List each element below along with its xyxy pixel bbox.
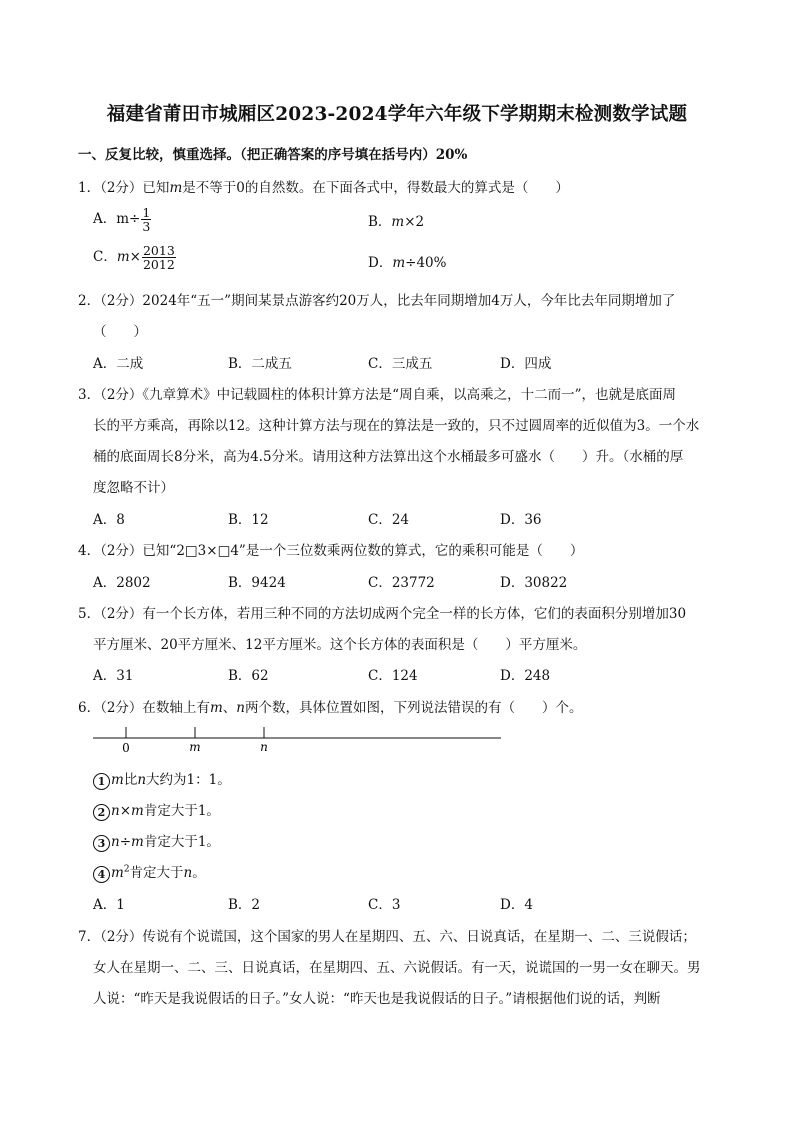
page-title: 福建省莆田市城厢区2023-2024学年六年级下学期期末检测数学试题 bbox=[106, 104, 688, 125]
question-4-option-c: C．23772 bbox=[368, 575, 435, 591]
question-3-option-d: D．36 bbox=[500, 512, 542, 528]
question-2-option-c: C．三成五 bbox=[368, 356, 433, 372]
question-1-option-b: B．m×2 bbox=[368, 214, 425, 230]
circled-number: 4 bbox=[93, 866, 110, 883]
question-5-option-b: B．62 bbox=[228, 668, 269, 684]
circled-number: 3 bbox=[93, 835, 110, 852]
question-5-option-d: D．248 bbox=[500, 668, 551, 684]
section-heading: 一、反复比较，慎重选择。（把正确答案的序号填在括号内）20% bbox=[78, 147, 468, 163]
tick-label-m: m bbox=[189, 740, 201, 754]
question-6-statement-1: 1 m比n大约为1：1。 bbox=[93, 768, 231, 790]
question-3-option-b: B．12 bbox=[228, 512, 269, 528]
question-7-line-2: 女人在星期一、二、三、日说真话，在星期四、五、六说假话。有一天，说谎国的一男一女在聊天。男 bbox=[93, 960, 701, 976]
question-3-option-c: C．24 bbox=[368, 512, 410, 528]
question-6-statement-3: 3 n÷m肯定大于1。 bbox=[93, 830, 220, 852]
question-4-stem: 4．（2分）已知“2□3×□4”是一个三位数乘两位数的算式，它的乘积可能是（ ） bbox=[78, 543, 584, 559]
question-2-stem-line-1: 2．（2分）2024年“五一”期间某景点游客约20万人，比去年同期增加4万人，今年比去年同期增加了 bbox=[78, 293, 676, 309]
question-6-statement-4: 4 $m^2$肯定大于n。 bbox=[93, 861, 206, 883]
question-6-stem: 6．（2分）在数轴上有m、n两个数，具体位置如图，下列说法错误的有（ ）个。 bbox=[78, 700, 583, 716]
question-5-option-a: A．31 bbox=[93, 668, 134, 684]
question-7-line-1: 7．（2分）传说有个说谎国，这个国家的男人在星期四、五、六、日说真话，在星期一、二、三说假话； bbox=[78, 929, 696, 945]
question-2-option-b: B．二成五 bbox=[228, 356, 292, 372]
question-5-option-c: C．124 bbox=[368, 668, 418, 684]
question-2-option-d: D．四成 bbox=[500, 356, 552, 372]
question-4-option-d: D．30822 bbox=[500, 575, 568, 591]
question-6-option-c: C．3 bbox=[368, 897, 401, 913]
question-3-line-2: 长的平方乘高，再除以12。这种计算方法与现在的算法是一致的，只不过圆周率的近似值为3。一个水 bbox=[93, 418, 700, 434]
question-3-line-3: 桶的底面周长8分米，高为4.5分米。请用这种方法算出这个水桶最多可盛水（ ）升。（水桶的厚 bbox=[93, 449, 684, 465]
question-4-option-a: A．2802 bbox=[93, 575, 151, 591]
question-6-option-a: A．1 bbox=[93, 897, 125, 913]
question-6-option-d: D．4 bbox=[500, 897, 533, 913]
circled-number: 2 bbox=[93, 804, 110, 821]
question-2-stem-line-2: （ ） bbox=[93, 324, 147, 340]
question-5-line-2: 平方厘米、20平方厘米、12平方厘米。这个长方体的表面积是（ ）平方厘米。 bbox=[93, 637, 587, 653]
question-5-line-1: 5．（2分）有一个长方体，若用三种不同的方法切成两个完全一样的长方体，它们的表面积分别增加30 bbox=[78, 606, 687, 622]
fraction: $\frac{2013}{2012}$ bbox=[142, 243, 175, 273]
circled-number: 1 bbox=[93, 773, 110, 790]
number-line-figure bbox=[93, 726, 505, 756]
question-3-option-a: A．8 bbox=[93, 512, 125, 528]
question-3-line-4: 度忽略不计） bbox=[93, 480, 174, 496]
question-1-option-d: D．m÷40% bbox=[368, 255, 447, 271]
question-1-stem: 1．（2分）已知m是不等于0的自然数。在下面各式中，得数最大的算式是（ ） bbox=[78, 180, 569, 196]
question-3-line-1: 3．（2分）《九章算术》中记载圆柱的体积计算方法是“周自乘，以高乘之，十二而一”，也就是底面周 bbox=[78, 387, 676, 403]
tick-label-n: n bbox=[260, 740, 268, 754]
question-4-option-b: B．9424 bbox=[228, 575, 286, 591]
question-1-option-a: A．m÷ $\frac{1}{3}$ bbox=[93, 205, 151, 235]
question-6-option-b: B．2 bbox=[228, 897, 261, 913]
question-6-statement-2: 2 n×m肯定大于1。 bbox=[93, 799, 220, 821]
question-1-option-c: C．m× $\frac{2013}{2012}$ bbox=[93, 243, 175, 273]
fraction: $\frac{1}{3}$ bbox=[142, 205, 151, 235]
question-2-option-a: A．二成 bbox=[93, 356, 144, 372]
question-7-line-3: 人说：“昨天是我说假话的日子。”女人说：“昨天也是我说假话的日子。”请根据他们说的话，判断 bbox=[93, 991, 661, 1007]
tick-label-zero: 0 bbox=[122, 741, 130, 755]
